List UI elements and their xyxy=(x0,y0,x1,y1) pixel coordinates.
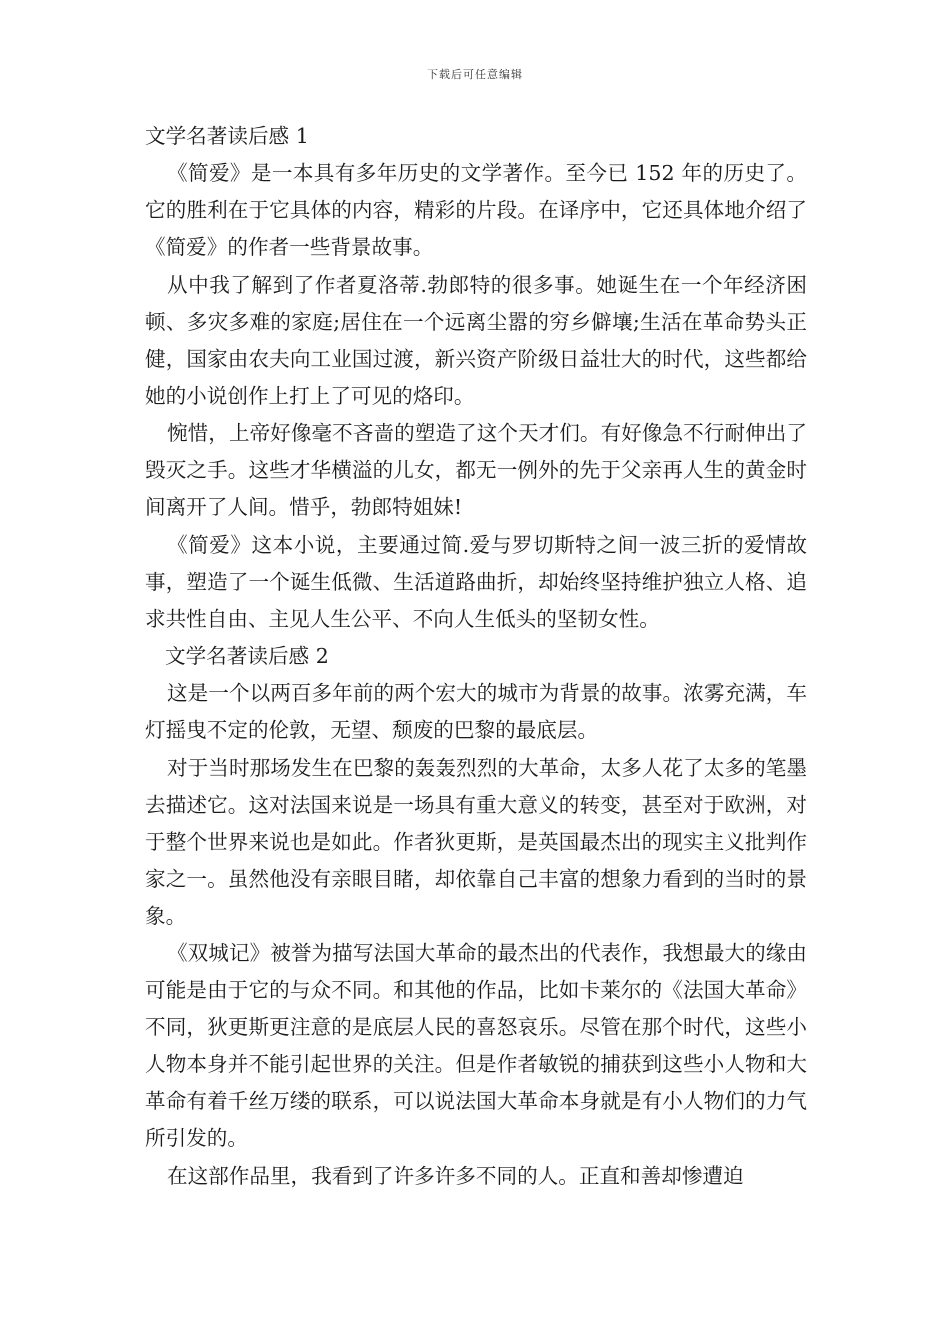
document-body xyxy=(145,118,807,1195)
paragraph: 从中我了解到了作者夏洛蒂.勃郎特的很多事。她诞生在一个年经济困顿、多灾多难的家庭;居住在一个远离尘嚣的穷乡僻壤;生活在革命势头正健，国家由农夫向工业国过渡，新兴资产阶级日益壮大的时代，这些都给她的小说创作上打上了可见的烙印。 xyxy=(145,272,807,408)
paragraph: 对于当时那场发生在巴黎的轰轰烈烈的大革命，太多人花了太多的笔墨去描述它。这对法国来说是一场具有重大意义的转变，甚至对于欧洲，对于整个世界来说也是如此。作者狄更斯，是英国最杰出的现实主义批判作家之一。虽然他没有亲眼目睹，却依靠自己丰富的想象力看到的当时的景象。 xyxy=(145,755,807,928)
page-header: 下载后可任意编辑 xyxy=(427,68,523,81)
paragraph: 《双城记》被誉为描写法国大革命的最杰出的代表作，我想最大的缘由可能是由于它的与众不同。和其他的作品，比如卡莱尔的《法国大革命》不同，狄更斯更注意的是底层人民的喜怒哀乐。尽管在那个时代，这些小人物本身并不能引起世界的关注。但是作者敏锐的捕获到这些小人物和大革命有着千丝万缕的联系，可以说法国大革命本身就是有小人物们的力气所引发的。 xyxy=(145,941,807,1150)
paragraph: 《简爱》这本小说，主要通过简.爱与罗切斯特之间一波三折的爱情故事，塑造了一个诞生低微、生活道路曲折，却始终坚持维护独立人格、追求共性自由、主见人生公平、不向人生低头的坚韧女性。 xyxy=(145,532,807,631)
paragraph: 惋惜，上帝好像毫不吝啬的塑造了这个天才们。有好像急不行耐伸出了毁灭之手。这些才华横溢的儿女，都无一例外的先于父亲再人生的黄金时间离开了人间。惜乎，勃郎特姐妹! xyxy=(145,421,807,519)
paragraph: 《简爱》是一本具有多年历史的文学著作。至今已 152 年的历史了。它的胜利在于它具体的内容，精彩的片段。在译序中，它还具体地介绍了《简爱》的作者一些背景故事。 xyxy=(145,161,807,259)
section-title: 文学名著读后感 2 xyxy=(165,644,329,668)
paragraph: 这是一个以两百多年前的两个宏大的城市为背景的故事。浓雾充满，车灯摇曳不定的伦敦，无望、颓废的巴黎的最底层。 xyxy=(145,681,807,742)
section-title: 文学名著读后感 1 xyxy=(145,124,309,148)
paragraph: 在这部作品里，我看到了许多许多不同的人。正直和善却惨遭迫 xyxy=(167,1163,744,1188)
